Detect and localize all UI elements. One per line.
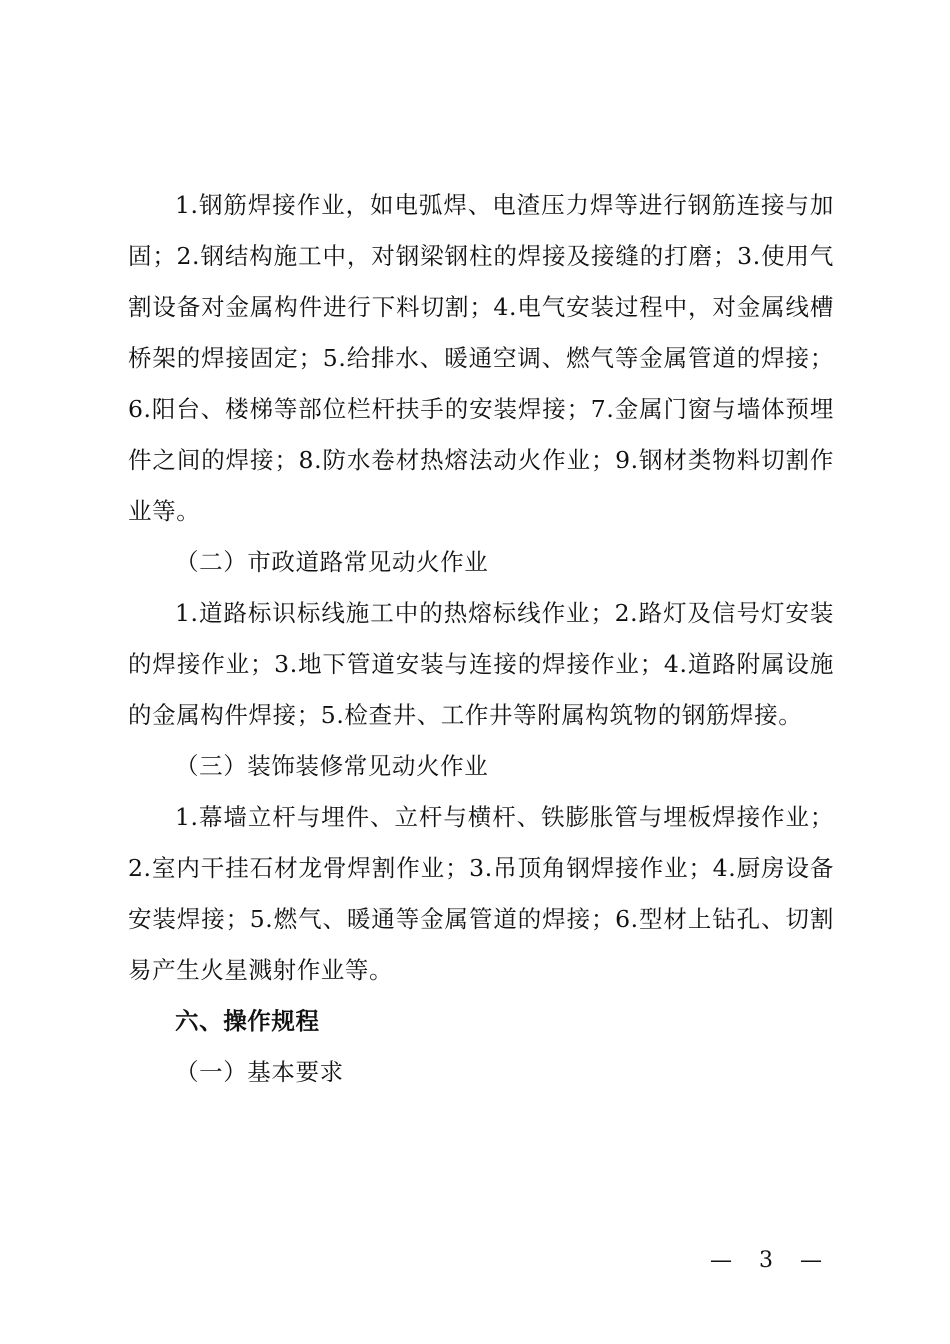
- page-number: — 3 —: [710, 1248, 832, 1273]
- section-heading-operating-procedures: 六、操作规程: [175, 1007, 320, 1035]
- sub-heading-municipal-road: （二）市政道路常见动火作业: [175, 548, 489, 576]
- sub-heading-basic-requirements: （一）基本要求: [175, 1058, 344, 1086]
- sub-heading-decoration: （三）装饰装修常见动火作业: [175, 752, 489, 780]
- document-body: [128, 180, 834, 1098]
- paragraph-decoration-list: 1.幕墙立杆与埋件、立杆与横杆、铁膨胀管与埋板焊接作业；2.室内干挂石材龙骨焊割作业；3.吊顶角钢焊接作业；4.厨房设备安装焊接；5.燃气、暖通等金属管道的焊接；6.型材上钻孔、切割易产生火星溅射作业等。: [128, 803, 834, 984]
- paragraph-municipal-road-list: 1.道路标识标线施工中的热熔标线作业；2.路灯及信号灯安装的焊接作业；3.地下管道安装与连接的焊接作业；4.道路附属设施的金属构件焊接；5.检查井、工作井等附属构筑物的钢筋焊接。: [128, 599, 834, 729]
- paragraph-construction-hot-work-list: 1.钢筋焊接作业，如电弧焊、电渣压力焊等进行钢筋连接与加固；2.钢结构施工中，对钢梁钢柱的焊接及接缝的打磨；3.使用气割设备对金属构件进行下料切割；4.电气安装过程中，对金属线槽桥架的焊接固定；5.给排水、暖通空调、燃气等金属管道的焊接；6.阳台、楼梯等部位栏杆扶手的安装焊接；7.金属门窗与墙体预埋件之间的焊接；8.防水卷材热熔法动火作业；9.钢材类物料切割作业等。: [128, 191, 834, 525]
